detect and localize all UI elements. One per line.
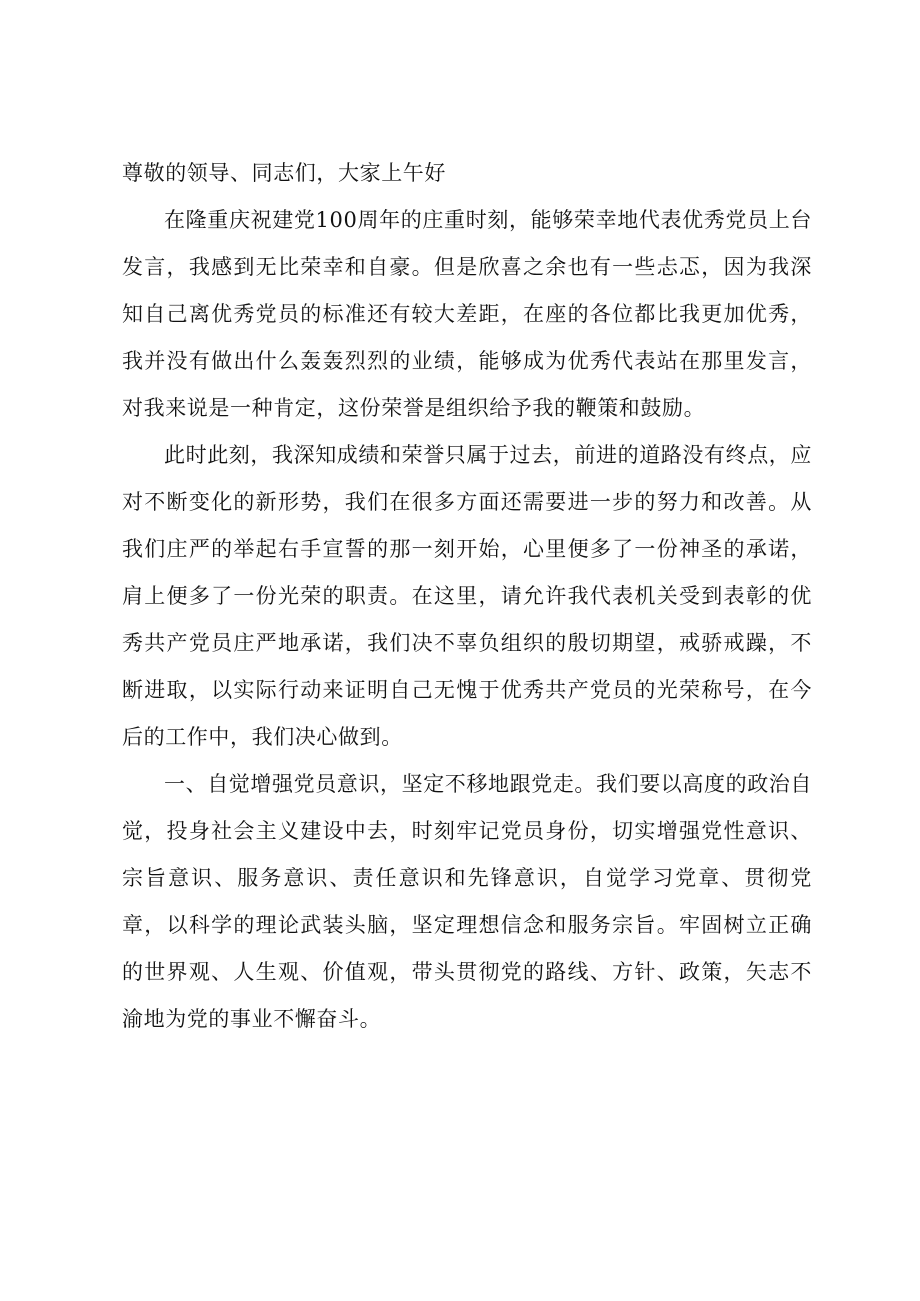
greeting-line: 尊敬的领导、同志们，大家上午好 (122, 161, 446, 185)
paragraph-1: 在隆重庆祝建党100周年的庄重时刻，能够荣幸地代表优秀党员上台发言，我感到无比荣幸和自豪。但是欣喜之余也有一些忐忑，因为我深知自己离优秀党员的标准还有较大差距，在座的各位都比我更加优秀，我并没有做出什么轰轰烈烈的业绩，能够成为优秀代表站在那里发言，对我来说是一种肯定，这份荣誉是组织给予我的鞭策和鼓励。 (122, 208, 812, 420)
document-body (122, 150, 812, 1043)
paragraph-2: 此时此刻，我深知成绩和荣誉只属于过去，前进的道路没有终点，应对不断变化的新形势，我们在很多方面还需要进一步的努力和改善。从我们庄严的举起右手宣誓的那一刻开始，心里便多了一份神圣的承诺，肩上便多了一份光荣的职责。在这里，请允许我代表机关受到表彰的优秀共产党员庄严地承诺，我们决不辜负组织的殷切期望，戒骄戒躁，不断进取，以实际行动来证明自己无愧于优秀共产党员的光荣称号，在今后的工作中，我们决心做到。 (122, 443, 812, 749)
paragraph-3: 一、自觉增强党员意识，坚定不移地跟党走。我们要以高度的政治自觉，投身社会主义建设中去，时刻牢记党员身份，切实增强党性意识、宗旨意识、服务意识、责任意识和先锋意识，自觉学习党章、贯彻党章，以科学的理论武装头脑，坚定理想信念和服务宗旨。牢固树立正确的世界观、人生观、价值观，带头贯彻党的路线、方针、政策，矢志不渝地为党的事业不懈奋斗。 (122, 772, 812, 1031)
